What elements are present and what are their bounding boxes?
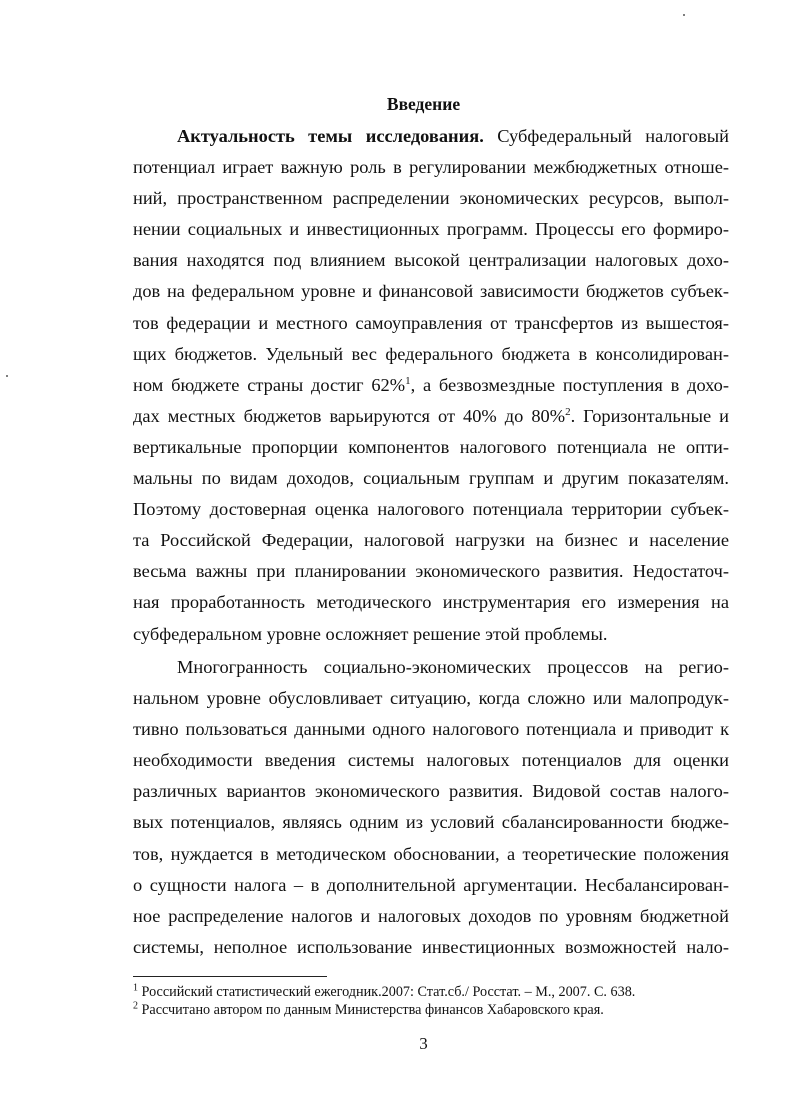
footnote-ref-2: 2 bbox=[565, 405, 571, 418]
text-line: различных вариантов экономического развития. Видовой состав налого- bbox=[133, 781, 729, 802]
text-line: системы, неполное использование инвестиционных возможностей нало- bbox=[133, 936, 729, 957]
footnote-2 bbox=[133, 1002, 733, 1019]
text-line: о сущности налога – в дополнительной аргументации. Несбалансирован- bbox=[133, 874, 729, 895]
text-line: ная проработанность методического инструментария его измерения на bbox=[133, 592, 729, 613]
footnote-divider bbox=[133, 976, 327, 977]
text-line: та Российской Федерации, налоговой нагрузки на бизнес и население bbox=[133, 530, 729, 551]
text-line: дов на федеральном уровне и финансовой зависимости бюджетов субъек- bbox=[133, 281, 729, 302]
footnote-marker: 2 bbox=[133, 1000, 138, 1012]
page-number: 3 bbox=[419, 1034, 428, 1053]
text-line: необходимости введения системы налоговых потенциалов для оценки bbox=[133, 750, 729, 771]
text-line: Актуальность темы исследования. Субфедеральный налоговый bbox=[177, 126, 730, 146]
text-line: потенциал играет важную роль в регулировании межбюджетных отноше- bbox=[133, 157, 729, 178]
text-line: вания находятся под влиянием высокой централизации налоговых дохо- bbox=[133, 250, 729, 271]
text-line: дах местных бюджетов варьируются от 40% до 80%$^2$. Горизонтальные и bbox=[133, 405, 729, 426]
paragraph-relevance bbox=[133, 121, 729, 650]
text-line: субфедеральном уровне осложняет решение этой проблемы. bbox=[133, 623, 608, 644]
scan-speck bbox=[683, 14, 685, 16]
text-line: весьма важны при планировании экономического развития. Недостаточ- bbox=[133, 561, 729, 582]
text-line: ном бюджете страны достиг 62%$^1$, а безвозмездные поступления в дохо- bbox=[133, 374, 729, 395]
text-line: тов федерации и местного самоуправления от трансфертов из вышестоя- bbox=[133, 312, 729, 333]
text-line: вых потенциалов, являясь одним из условий сбалансированности бюдже- bbox=[133, 812, 729, 833]
text-line: Многогранность социально-экономических процессов на регио- bbox=[177, 657, 729, 677]
scan-speck bbox=[6, 375, 8, 377]
text-line: ное распределение налогов и налоговых доходов по уровням бюджетной bbox=[133, 905, 729, 926]
text-line: мальны по видам доходов, социальным группам и другим показателям. bbox=[133, 468, 729, 489]
paragraph-multifaceted bbox=[133, 652, 729, 963]
footnote-ref-1: 1 bbox=[405, 374, 411, 387]
text-line: нальном уровне обусловливает ситуацию, когда сложно или малопродук- bbox=[133, 688, 729, 709]
text-line: тивно пользоваться данными одного налогового потенциала и приводит к bbox=[133, 719, 729, 740]
text-line: ний, пространственном распределении экономических ресурсов, выпол- bbox=[133, 188, 729, 209]
text-line: тов, нуждается в методическом обосновании, а теоретические положения bbox=[133, 843, 729, 864]
text-line: Поэтому достоверная оценка налогового потенциала территории субъек- bbox=[133, 499, 729, 520]
lead-bold-phrase: Актуальность темы исследования. bbox=[177, 126, 484, 146]
text-line: щих бюджетов. Удельный вес федерального бюджета в консолидирован- bbox=[133, 343, 729, 364]
text-line: нении социальных и инвестиционных программ. Процессы его формиро- bbox=[133, 219, 729, 240]
footnote-text: Российский статистический ежегодник.2007: Стат.сб./ Росстат. – М., 2007. С. 638. bbox=[138, 984, 636, 1000]
footnote-text: Рассчитано автором по данным Министерства финансов Хабаровского края. bbox=[138, 1002, 604, 1018]
footnote-1 bbox=[133, 984, 733, 1001]
text-line: вертикальные пропорции компонентов налогового потенциала не опти- bbox=[133, 436, 729, 457]
page-title: Введение bbox=[386, 94, 461, 114]
footnote-marker: 1 bbox=[133, 982, 138, 994]
